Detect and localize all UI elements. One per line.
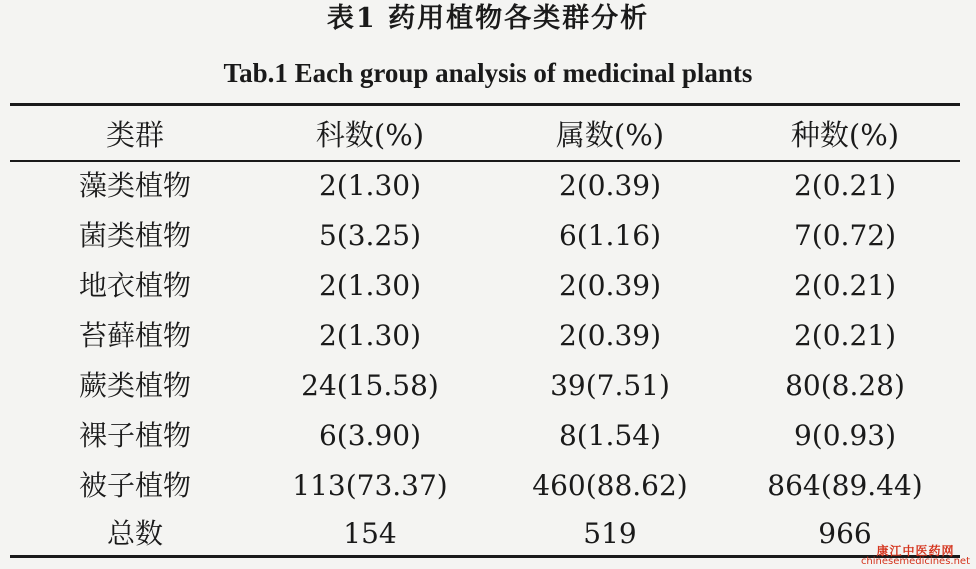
group-name-cell: 被子植物 (78, 469, 191, 502)
table-row (0, 266, 976, 306)
watermark-cn: 康江中医药网 (876, 544, 955, 558)
table-row (0, 216, 976, 256)
families-cell: 2(1.30) (318, 169, 421, 202)
genera-cell: 8(1.54) (558, 419, 661, 452)
table-total-row (0, 514, 976, 554)
total-genera-cell: 519 (583, 517, 637, 550)
families-cell: 2(1.30) (318, 269, 421, 302)
group-name-cell: 苔藓植物 (78, 319, 191, 352)
total-families-cell: 154 (343, 517, 397, 550)
group-name-cell: 藻类植物 (78, 169, 191, 202)
species-cell: 9(0.93) (793, 419, 896, 452)
families-cell: 24(15.58) (301, 369, 439, 402)
group-name-cell: 地衣植物 (78, 269, 191, 302)
table-header-row (0, 115, 976, 155)
header-families: 科数(%) (315, 118, 425, 152)
genera-cell: 2(0.39) (558, 319, 661, 352)
header-rule (10, 160, 960, 162)
table-title-cn: 表1 药用植物各类群分析 (326, 3, 650, 34)
genera-cell: 6(1.16) (558, 219, 661, 252)
site-watermark (861, 545, 970, 567)
watermark-en: chinesemedicines.net (860, 556, 970, 567)
families-cell: 113(73.37) (292, 469, 448, 502)
top-rule (10, 103, 960, 106)
families-cell: 5(3.25) (318, 219, 421, 252)
families-cell: 6(3.90) (318, 419, 421, 452)
table-row (0, 366, 976, 406)
total-species-cell: 966 (818, 517, 872, 550)
group-name-cell: 蕨类植物 (78, 369, 191, 402)
species-cell: 864(89.44) (767, 469, 923, 502)
group-name-cell: 菌类植物 (78, 219, 191, 252)
species-cell: 7(0.72) (793, 219, 896, 252)
table-row (0, 166, 976, 206)
table-row (0, 416, 976, 456)
species-cell: 2(0.21) (793, 269, 896, 302)
families-cell: 2(1.30) (318, 319, 421, 352)
table-row (0, 316, 976, 356)
species-cell: 80(8.28) (785, 369, 905, 402)
group-name-cell: 裸子植物 (78, 419, 191, 452)
table-title-en: Tab.1 Each group analysis of medicinal plants (223, 58, 753, 88)
genera-cell: 39(7.51) (550, 369, 670, 402)
genera-cell: 460(88.62) (532, 469, 688, 502)
genera-cell: 2(0.39) (558, 169, 661, 202)
species-cell: 2(0.21) (793, 169, 896, 202)
header-genera: 属数(%) (555, 118, 665, 152)
bottom-rule (10, 555, 960, 558)
species-cell: 2(0.21) (793, 319, 896, 352)
header-group: 类群 (105, 118, 164, 152)
genera-cell: 2(0.39) (558, 269, 661, 302)
header-species: 种数(%) (790, 118, 900, 152)
table-row (0, 466, 976, 506)
total-label-cell: 总数 (106, 517, 163, 550)
